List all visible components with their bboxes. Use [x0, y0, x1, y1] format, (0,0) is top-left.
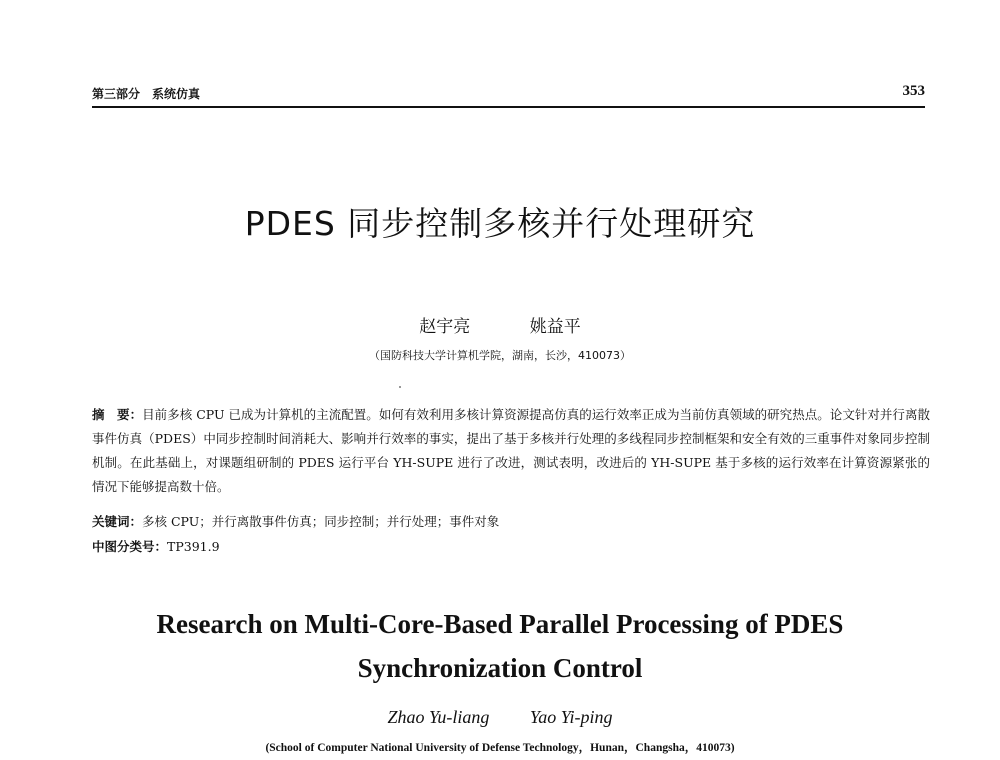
english-title-line-1: Research on Multi-Core-Based Parallel Processing of PDES [156, 609, 844, 639]
english-title [0, 602, 1000, 690]
section-title: 第三部分 系统仿真 [92, 87, 201, 101]
keywords-label: 关键词： [92, 514, 143, 529]
english-affiliation: (School of Computer National University of Defense Technology，Hunan，Changsha，410073) [265, 742, 735, 754]
classification-text: TP391.9 [167, 539, 220, 554]
chinese-author-1: 赵宇亮 [419, 317, 471, 337]
chinese-author-2: 姚益平 [529, 317, 581, 337]
chinese-title: PDES 同步控制多核并行处理研究 [244, 204, 756, 243]
english-author-1: Zhao Yu-liang [387, 707, 490, 727]
speck [399, 386, 401, 388]
page-number: 353 [902, 83, 925, 99]
english-author-2: Yao Yi-ping [529, 707, 613, 727]
classification [92, 537, 930, 555]
chinese-authors [0, 312, 1000, 337]
chinese-affiliation: （国防科技大学计算机学院，湖南，长沙，410073） [369, 349, 631, 362]
chinese-abstract [92, 403, 930, 499]
keywords [92, 512, 930, 530]
abstract-label: 摘 要： [92, 407, 143, 422]
english-authors [0, 707, 1000, 728]
classification-label: 中图分类号： [92, 539, 168, 554]
keywords-text: 多核 CPU；并行离散事件仿真；同步控制；并行处理；事件对象 [142, 514, 500, 529]
running-header [92, 82, 925, 108]
abstract-text: 目前多核 CPU 已成为计算机的主流配置。如何有效利用多核计算资源提高仿真的运行效率正成为当前仿真领域的研究热点。论文针对并行离散事件仿真（PDES）中同步控制时间消耗大、影响并行效率的事实，提出了基于多核并行处理的多线程同步控制框架和安全有效的三重事件对象同步控制机制。在此基础上，对课题组研制的 PDES 运行平台 YH-SUPE 进行了改进，测试表明，改进后的 YH-SUPE 基于多核的运行效率在计算资源紧张的情况下能够提高数十倍。 [92, 407, 930, 494]
english-title-line-2: Synchronization Control [357, 653, 643, 683]
